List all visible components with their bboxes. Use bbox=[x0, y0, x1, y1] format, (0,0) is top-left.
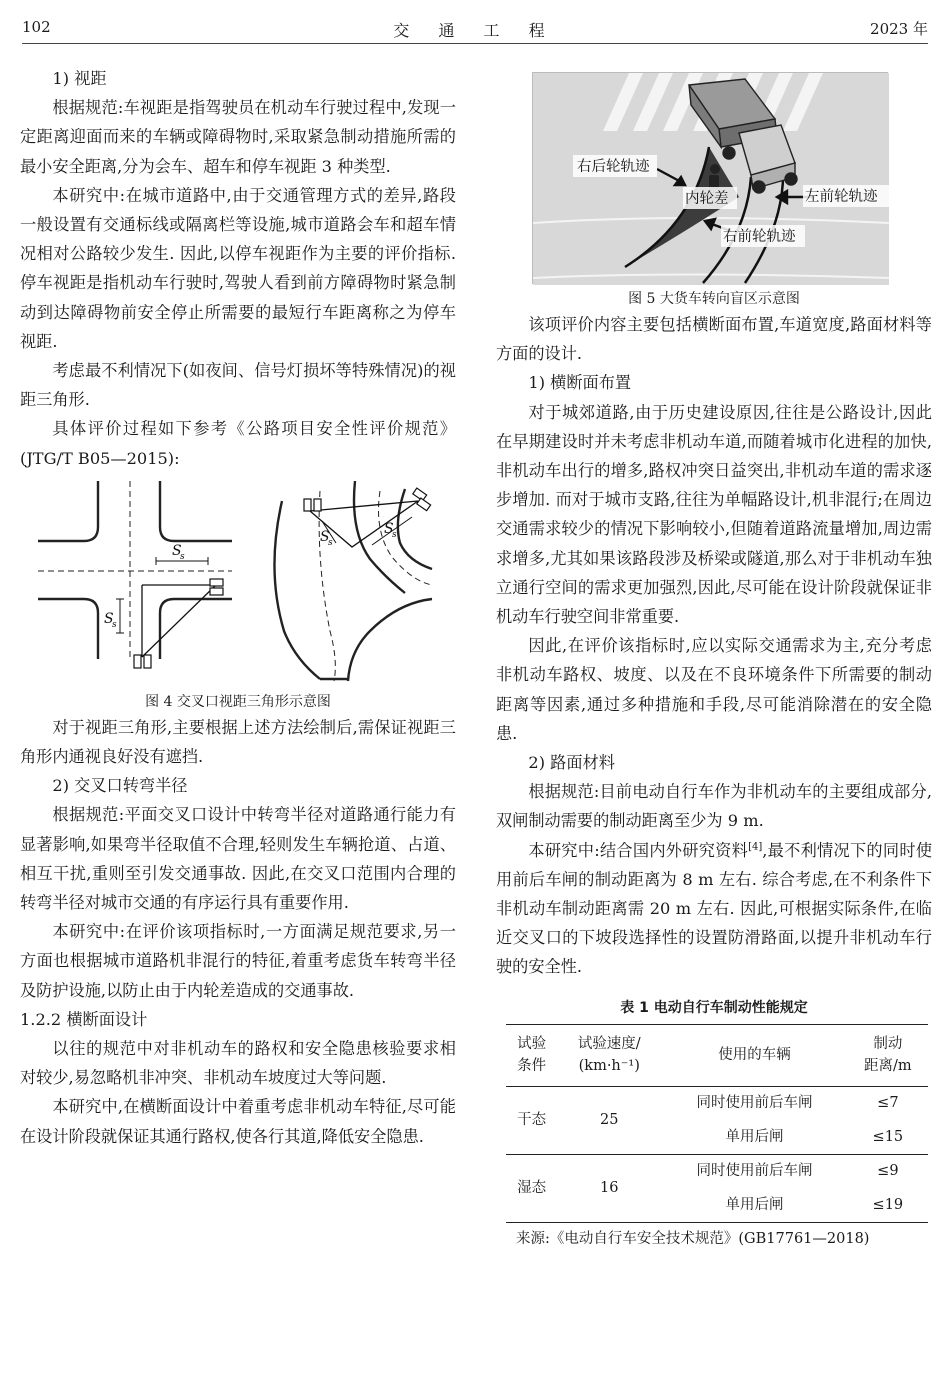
cell-distance: ≤19 bbox=[872, 1196, 904, 1213]
paragraph: 因此,在评价该指标时,应以实际交通需求为主,充分考虑非机动车路权、坡度、以及在不良环境条件下所需要的制动距离等因素,通过多种措施和手段,尽可能消除潜在的安全隐患. bbox=[496, 636, 932, 743]
label-right-front-track: 右前轮轨迹 bbox=[723, 229, 796, 245]
fig4-label-s-vertical: S bbox=[104, 610, 114, 627]
table-header-row bbox=[506, 1024, 928, 1086]
braking-performance-table bbox=[506, 1024, 928, 1223]
paragraph: 对于视距三角形,主要根据上述方法绘制后,需保证视距三角形内通视良好没有遮挡. bbox=[20, 717, 456, 767]
subheading-cross-section-layout: 1) 横断面布置 bbox=[528, 373, 632, 393]
table-1-title: 表 1 电动自行车制动性能规定 bbox=[620, 999, 808, 1016]
paragraph-text: 本研究中:结合国内外研究资料 bbox=[528, 840, 749, 860]
subheading-turning-radius: 2) 交叉口转弯半径 bbox=[52, 776, 188, 796]
table-row bbox=[506, 1154, 928, 1188]
subheading-pavement-material: 2) 路面材料 bbox=[528, 753, 615, 773]
header-test-speed: 试验速度/ (km·h⁻¹) bbox=[577, 1036, 641, 1075]
page-header bbox=[22, 18, 928, 44]
header-vehicle-brake: 使用的车辆 bbox=[718, 1047, 791, 1064]
table-source-note: 来源:《电动自行车安全技术规范》(GB17761—2018) bbox=[516, 1230, 870, 1247]
header-braking-distance: 制动 距离/m bbox=[864, 1036, 912, 1075]
cell-condition: 湿态 bbox=[517, 1180, 547, 1197]
sight-triangle-diagram bbox=[20, 481, 456, 691]
fig4-label-s-right-b: S bbox=[384, 520, 394, 537]
paragraph: 本研究中:在城市道路中,由于交通管理方式的差异,路段一般设置有交通标线或隔离栏等设施,城市道路会车和超车情况相对公路较少发生. 因此,以停车视距作为主要的评价指标. 停车视距是指机动车行驶时,驾驶人看到前方障碍物时紧急制动到达障碍物前安全停止所需要的最短行车距离称之为停车视距. bbox=[20, 185, 456, 351]
paragraph-text: ,最不利情况下的同时使用前后车闸的制动距离为 8 m 左右. 综合考虑,在不利条件下非机动车制动距离需 20 m 左右. 因此,可根据实际条件,在临近交叉口的下坡段选择性的设置防滑路面,以提升非机动车行驶的安全性. bbox=[496, 840, 933, 977]
paragraph: 根据规范:目前电动自行车作为非机动车的主要组成部分,双闸制动需要的制动距离至少为 9 m. bbox=[496, 782, 932, 831]
fig4-label-s-right-a: S bbox=[320, 528, 330, 545]
figure-5-truck-blind-zone bbox=[532, 72, 888, 284]
paragraph: 根据规范:车视距是指驾驶员在机动车行驶过程中,发现一定距离迎面而来的车辆或障碍物时,采取紧急制动措施所需的最小安全距离,分为会车、超车和停车视距 3 种类型. bbox=[20, 98, 456, 176]
fig4-label-sub-right-a: s bbox=[328, 537, 333, 548]
figure-4-caption: 图 4 交叉口视距三角形示意图 bbox=[145, 693, 331, 710]
fig4-label-s-horizontal: S bbox=[172, 542, 182, 559]
truck-blind-zone-illustration bbox=[533, 73, 889, 285]
left-column bbox=[20, 64, 456, 1151]
figure-5-caption: 图 5 大货车转向盲区示意图 bbox=[628, 291, 800, 307]
cell-distance: ≤7 bbox=[877, 1095, 899, 1112]
cell-brake-mode: 单用后闸 bbox=[725, 1196, 784, 1213]
paragraph: 本研究中,在横断面设计中着重考虑非机动车特征,尽可能在设计阶段就保证其通行路权,使各行其道,降低安全隐患. bbox=[20, 1097, 456, 1146]
label-left-front-track: 左前轮轨迹 bbox=[805, 189, 878, 205]
table-row bbox=[506, 1086, 928, 1120]
publication-year: 2023 年 bbox=[870, 20, 928, 38]
right-column bbox=[496, 64, 932, 1251]
section-heading-cross-section: 1.2.2 横断面设计 bbox=[20, 1009, 148, 1029]
cell-brake-mode: 单用后闸 bbox=[725, 1128, 784, 1145]
paragraph bbox=[496, 836, 932, 982]
cell-condition: 干态 bbox=[517, 1112, 547, 1129]
header-test-condition: 试验 条件 bbox=[517, 1036, 547, 1075]
paragraph: 具体评价过程如下参考《公路项目安全性评价规范》(JTG/T B05—2015): bbox=[20, 419, 456, 468]
fig4-label-sub-horizontal: s bbox=[180, 551, 185, 562]
journal-name: 交 通 工 程 bbox=[393, 21, 557, 40]
cell-speed: 25 bbox=[600, 1112, 619, 1129]
cell-brake-mode: 同时使用前后车闸 bbox=[696, 1163, 813, 1180]
paragraph: 考虑最不利情况下(如夜间、信号灯损坏等特殊情况)的视距三角形. bbox=[20, 361, 456, 410]
fig4-label-sub-vertical: s bbox=[112, 619, 117, 630]
paragraph: 根据规范:平面交叉口设计中转弯半径对道路通行能力有显著影响,如果弯半径取值不合理,轻则发生车辆抢道、占道、相互干扰,重则至引发交通事故. 因此,在交叉口范围内合理的转弯半径对城市交通的有序运行具有重要作用. bbox=[20, 805, 456, 913]
cell-distance: ≤9 bbox=[877, 1163, 899, 1180]
label-right-rear-track: 右后轮轨迹 bbox=[577, 159, 650, 175]
cell-speed: 16 bbox=[600, 1180, 619, 1197]
figure-4-sight-triangle bbox=[20, 481, 456, 691]
fig4-label-sub-right-b: s bbox=[392, 529, 397, 540]
label-inner-wheel-difference: 内轮差 bbox=[685, 191, 729, 207]
paragraph: 以往的规范中对非机动车的路权和安全隐患核验要求相对较少,易忽略机非冲突、非机动车坡度过大等问题. bbox=[20, 1039, 456, 1088]
subheading-sight-distance: 1) 视距 bbox=[52, 69, 107, 88]
citation-reference[interactable]: [4] bbox=[748, 841, 763, 853]
cell-distance: ≤15 bbox=[872, 1128, 904, 1145]
paragraph: 该项评价内容主要包括横断面布置,车道宽度,路面材料等方面的设计. bbox=[496, 315, 932, 364]
page-number: 102 bbox=[22, 18, 51, 36]
cell-brake-mode: 同时使用前后车闸 bbox=[696, 1095, 813, 1112]
paragraph: 本研究中:在评价该项指标时,一方面满足规范要求,另一方面也根据城市道路机非混行的特征,着重考虑货车转弯半径及防护设施,以防止由于内轮差造成的交通事故. bbox=[20, 922, 456, 1000]
paragraph: 对于城郊道路,由于历史建设原因,往往是公路设计,因此在早期建设时并未考虑非机动车道,而随着城市化进程的加快,非机动车出行的增多,路权冲突日益突出,非机动车道的需求逐步增加. 而对于城市支路,往往为单幅路设计,机非混行;在周边交通需求较少的情况下影响较小,但随着道路流量增加,周边需求增多,尤其如果该路段涉及桥梁或隧道,那么对于非机动车独立通行空间的需求更加强烈,因此,尽可能在设计阶段就保证非机动车行驶空间非常重要. bbox=[496, 402, 932, 627]
